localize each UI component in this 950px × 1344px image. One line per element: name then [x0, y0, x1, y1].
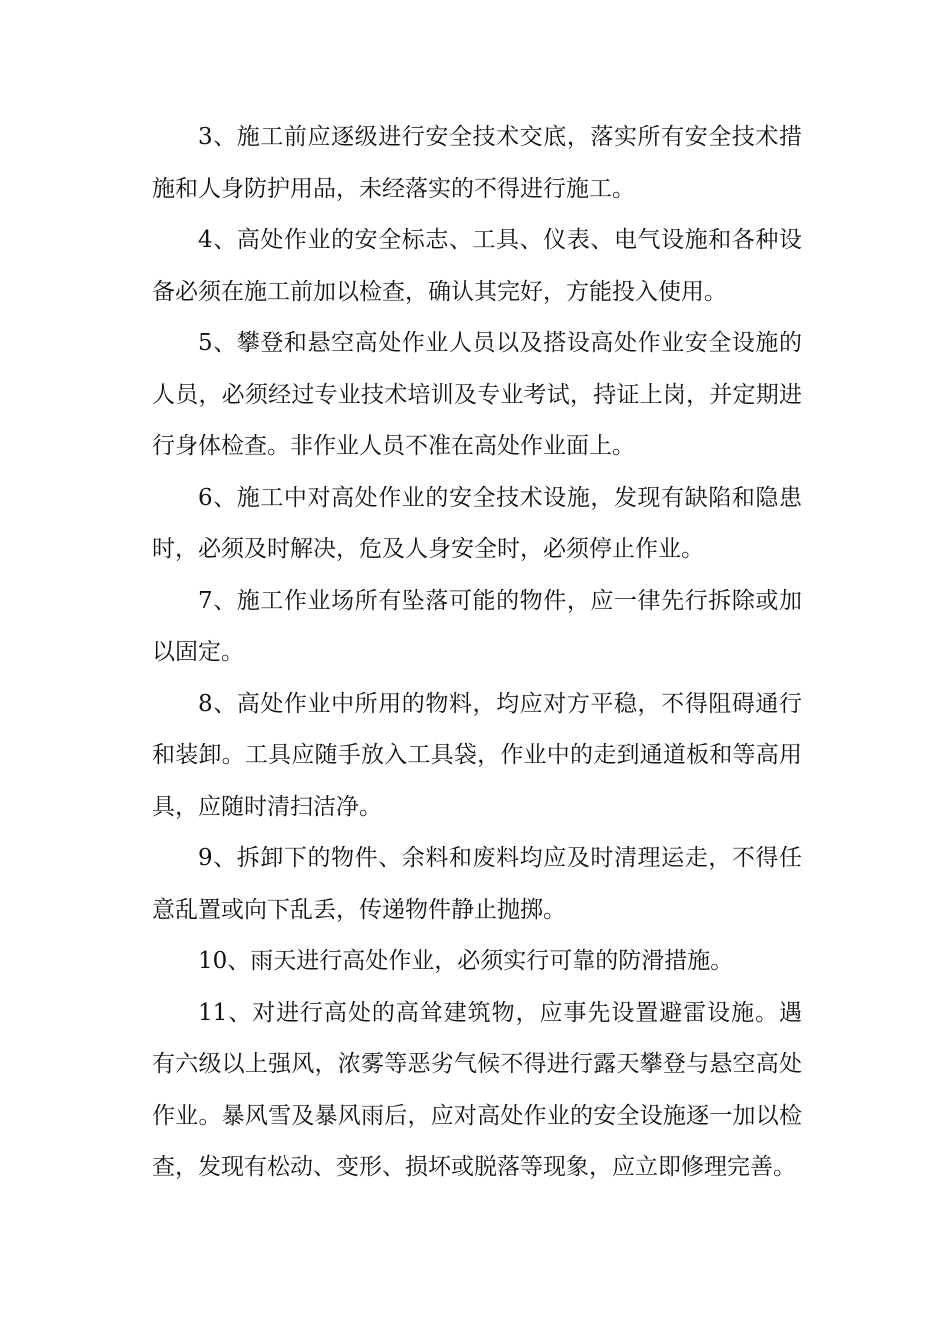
paragraph-item-7: 7、施工作业场所有坠落可能的物件，应一律先行拆除或加以固定。 — [152, 587, 802, 665]
paragraph-item-4: 4、高处作业的安全标志、工具、仪表、电气设施和各种设备必须在施工前加以检查，确认其完好，方能投入使用。 — [152, 227, 802, 305]
paragraph-item-8: 8、高处作业中所用的物料，均应对方平稳，不得阻碍通行和装卸。工具应随手放入工具袋，作业中的走到通道板和等高用具，应随时清扫洁净。 — [152, 690, 802, 820]
paragraph-item-5: 5、攀登和悬空高处作业人员以及搭设高处作业安全设施的人员，必须经过专业技术培训及专业考试，持证上岗，并定期进行身体检查。非作业人员不准在高处作业面上。 — [152, 330, 802, 459]
paragraph-item-3: 3、施工前应逐级进行安全技术交底，落实所有安全技术措施和人身防护用品，未经落实的不得进行施工。 — [152, 124, 802, 202]
paragraph-item-6: 6、施工中对高处作业的安全技术设施，发现有缺陷和隐患时，必须及时解决，危及人身安全时，必须停止作业。 — [152, 484, 802, 562]
document-body — [152, 112, 802, 1194]
paragraph-item-10: 10、雨天进行高处作业，必须实行可靠的防滑措施。 — [198, 948, 734, 974]
paragraph-item-11: 11、对进行高处的高耸建筑物，应事先设置避雷设施。遇有六级以上强风，浓雾等恶劣气候不得进行露天攀登与悬空高处作业。暴风雪及暴风雨后，应对高处作业的安全设施逐一加以检查，发现有松动、变形、损坏或脱落等现象，应立即修理完善。 — [152, 999, 802, 1180]
paragraph-item-9: 9、拆卸下的物件、余料和废料均应及时清理运走，不得任意乱置或向下乱丢，传递物件静止抛掷。 — [152, 845, 802, 923]
